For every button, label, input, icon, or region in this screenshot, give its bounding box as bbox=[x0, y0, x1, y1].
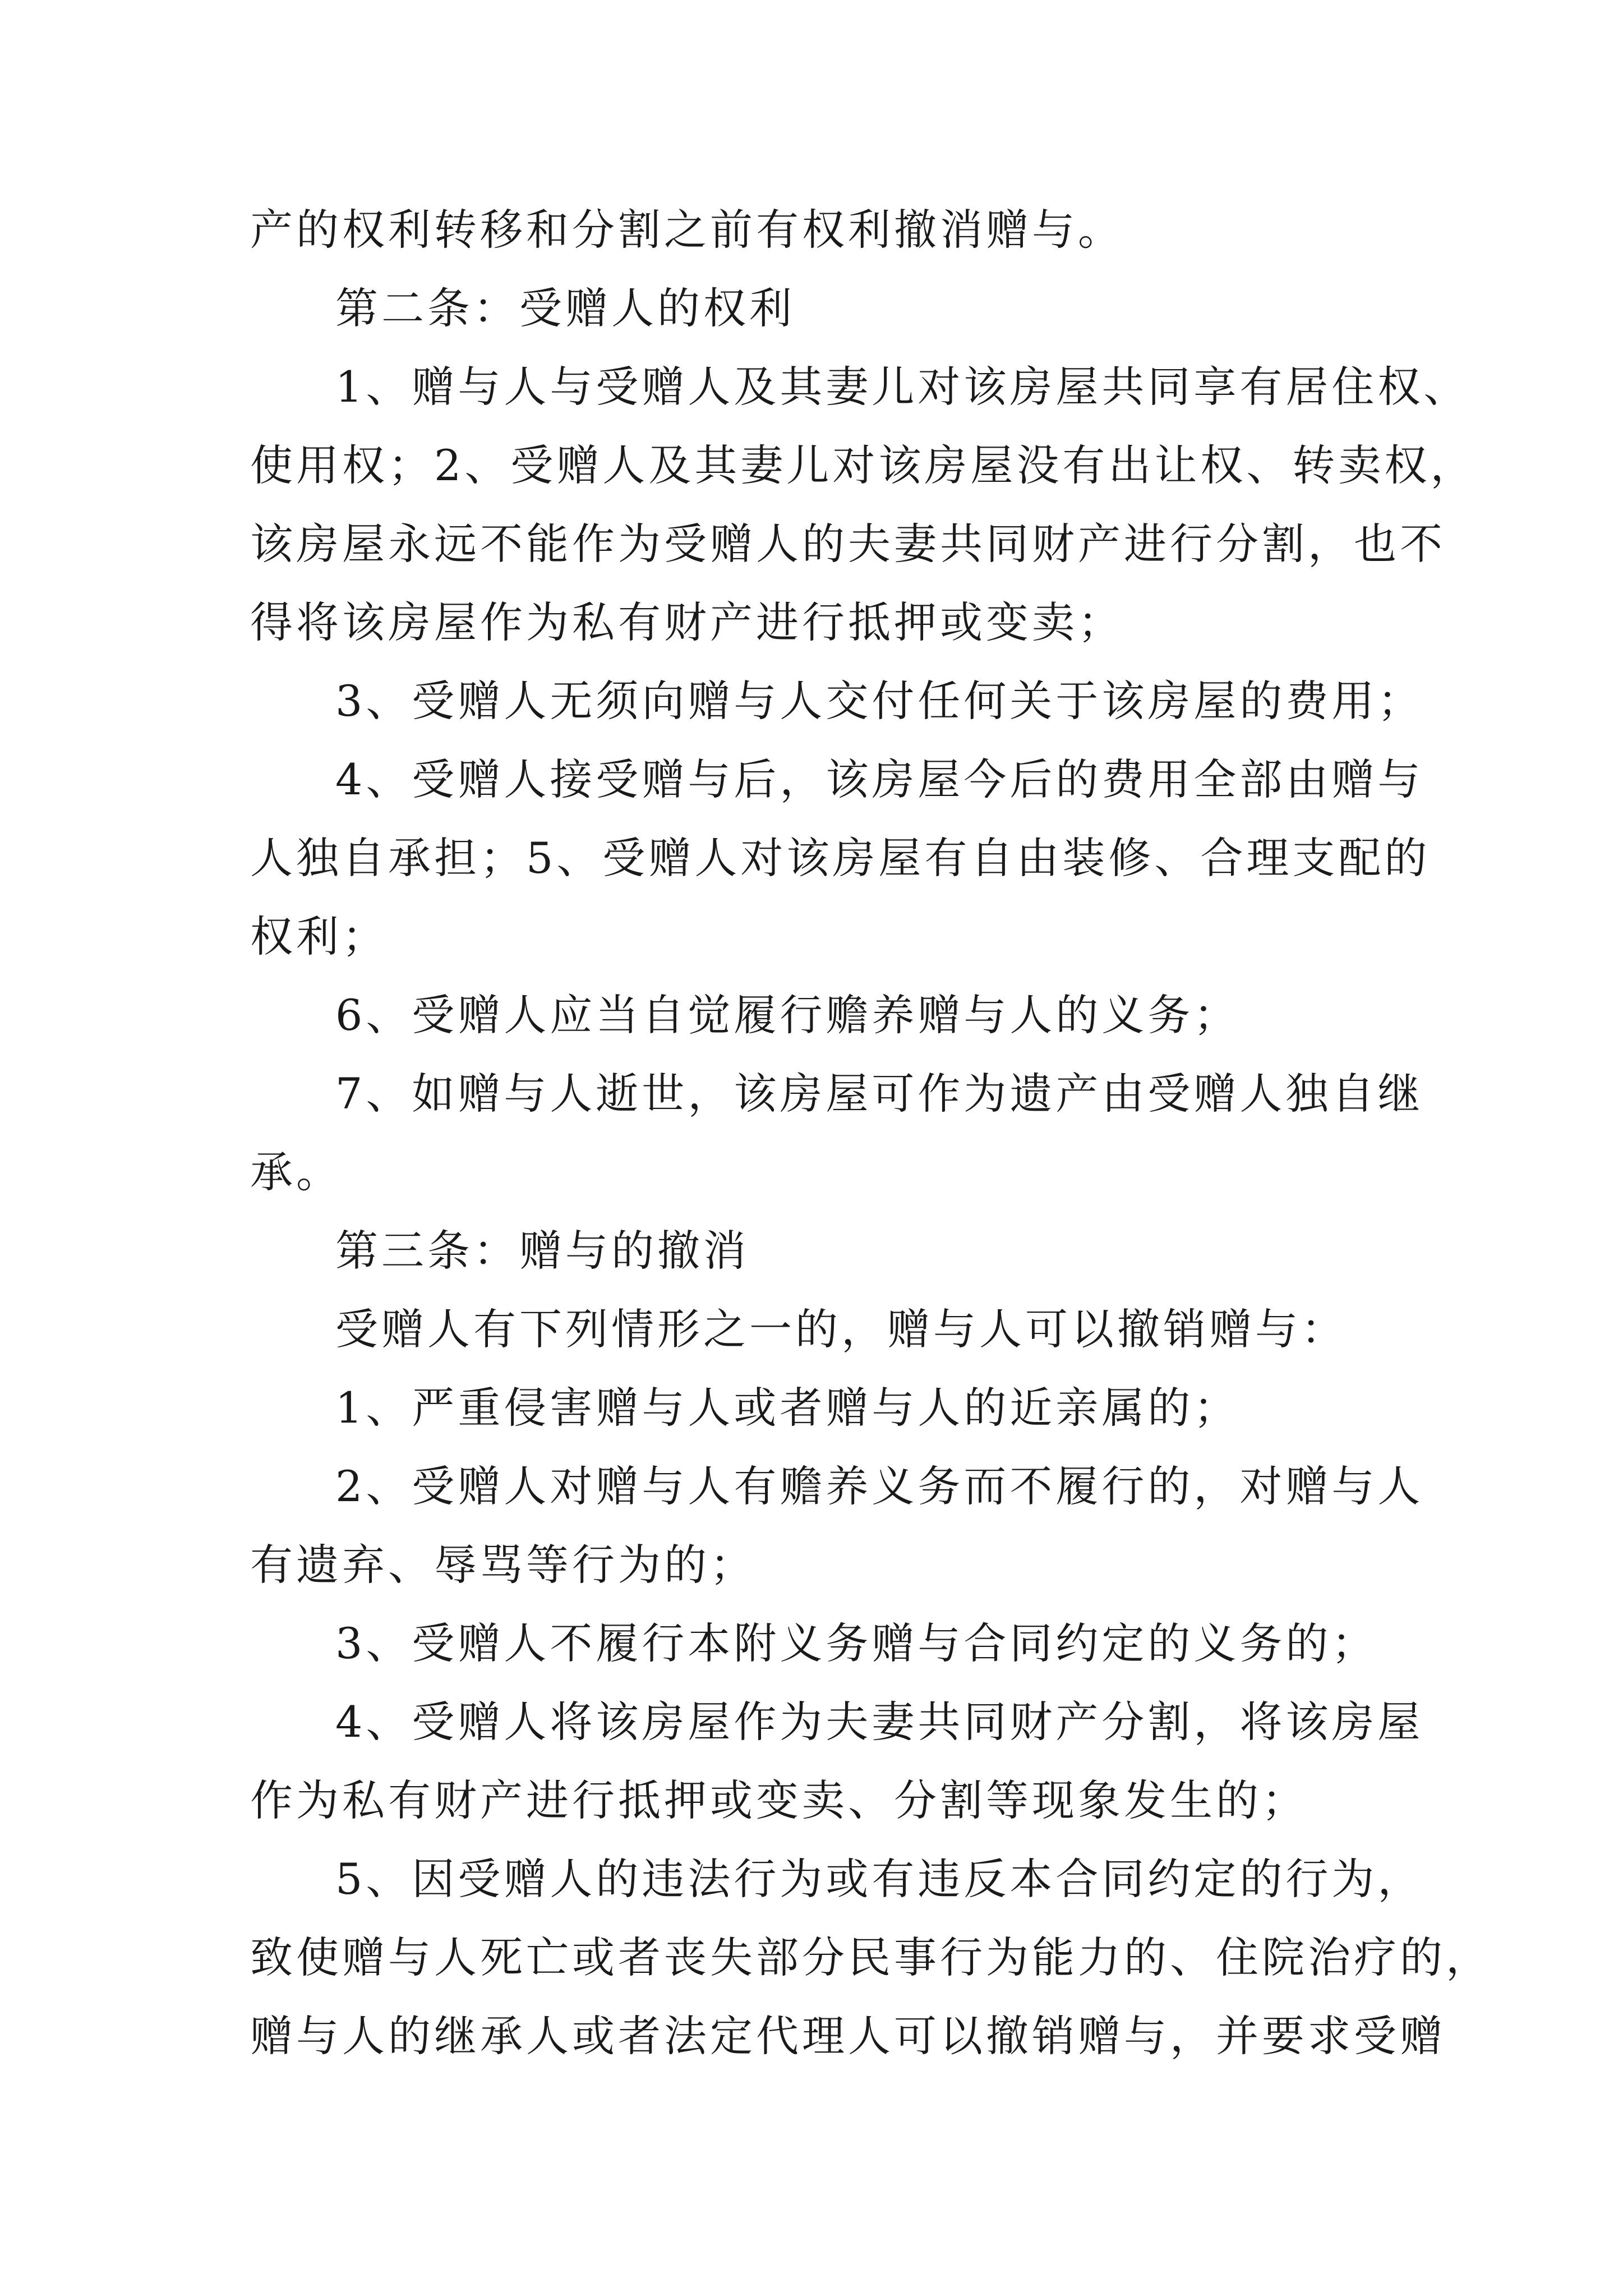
text-line: 承。 bbox=[250, 1147, 342, 1197]
text-line: 有遗弃、辱骂等行为的； bbox=[250, 1540, 756, 1590]
text-line: 得将该房屋作为私有财产进行抵押或变卖； bbox=[250, 597, 1124, 647]
text-line: 3、受赠人无须向赠与人交付任何关于该房屋的费用； bbox=[335, 676, 1424, 726]
text-line: 6、受赠人应当自觉履行赡养赠与人的义务； bbox=[335, 990, 1240, 1040]
text-line: 该房屋永远不能作为受赠人的夫妻共同财产进行分割，也不 bbox=[250, 519, 1446, 569]
text-line: 1、赠与人与受赠人及其妻儿对该房屋共同享有居住权、 bbox=[335, 362, 1470, 412]
text-line: 4、受赠人接受赠与后，该房屋今后的费用全部由赠与 bbox=[335, 754, 1424, 804]
text-line: 产的权利转移和分割之前有权利撤消赠与。 bbox=[250, 205, 1124, 255]
text-line: 使用权；2、受赠人及其妻儿对该房屋没有出让权、转卖权， bbox=[250, 440, 1477, 490]
text-line: 受赠人有下列情形之一的，赠与人可以撤销赠与： bbox=[335, 1304, 1347, 1354]
text-line: 人独自承担；5、受赠人对该房屋有自由装修、合理支配的 bbox=[250, 833, 1431, 883]
text-line: 3、受赠人不履行本附义务赠与合同约定的义务的； bbox=[335, 1618, 1378, 1668]
section-heading: 第二条：受赠人的权利 bbox=[335, 283, 795, 333]
text-line: 2、受赠人对赠与人有赡养义务而不履行的，对赠与人 bbox=[335, 1461, 1424, 1511]
text-line: 致使赠与人死亡或者丧失部分民事行为能力的、住院治疗的， bbox=[250, 1932, 1492, 1982]
section-heading: 第三条：赠与的撤消 bbox=[335, 1226, 749, 1276]
text-line: 作为私有财产进行抵押或变卖、分割等现象发生的； bbox=[250, 1775, 1308, 1825]
text-line: 4、受赠人将该房屋作为夫妻共同财产分割，将该房屋 bbox=[335, 1697, 1424, 1747]
text-line: 权利； bbox=[250, 912, 388, 961]
text-line: 1、严重侵害赠与人或者赠与人的近亲属的； bbox=[335, 1383, 1240, 1433]
text-line: 赠与人的继承人或者法定代理人可以撤销赠与，并要求受赠 bbox=[250, 2011, 1446, 2061]
text-line: 7、如赠与人逝世，该房屋可作为遗产由受赠人独自继 bbox=[335, 1069, 1424, 1119]
text-line: 5、因受赠人的违法行为或有违反本合同约定的行为， bbox=[335, 1854, 1424, 1904]
